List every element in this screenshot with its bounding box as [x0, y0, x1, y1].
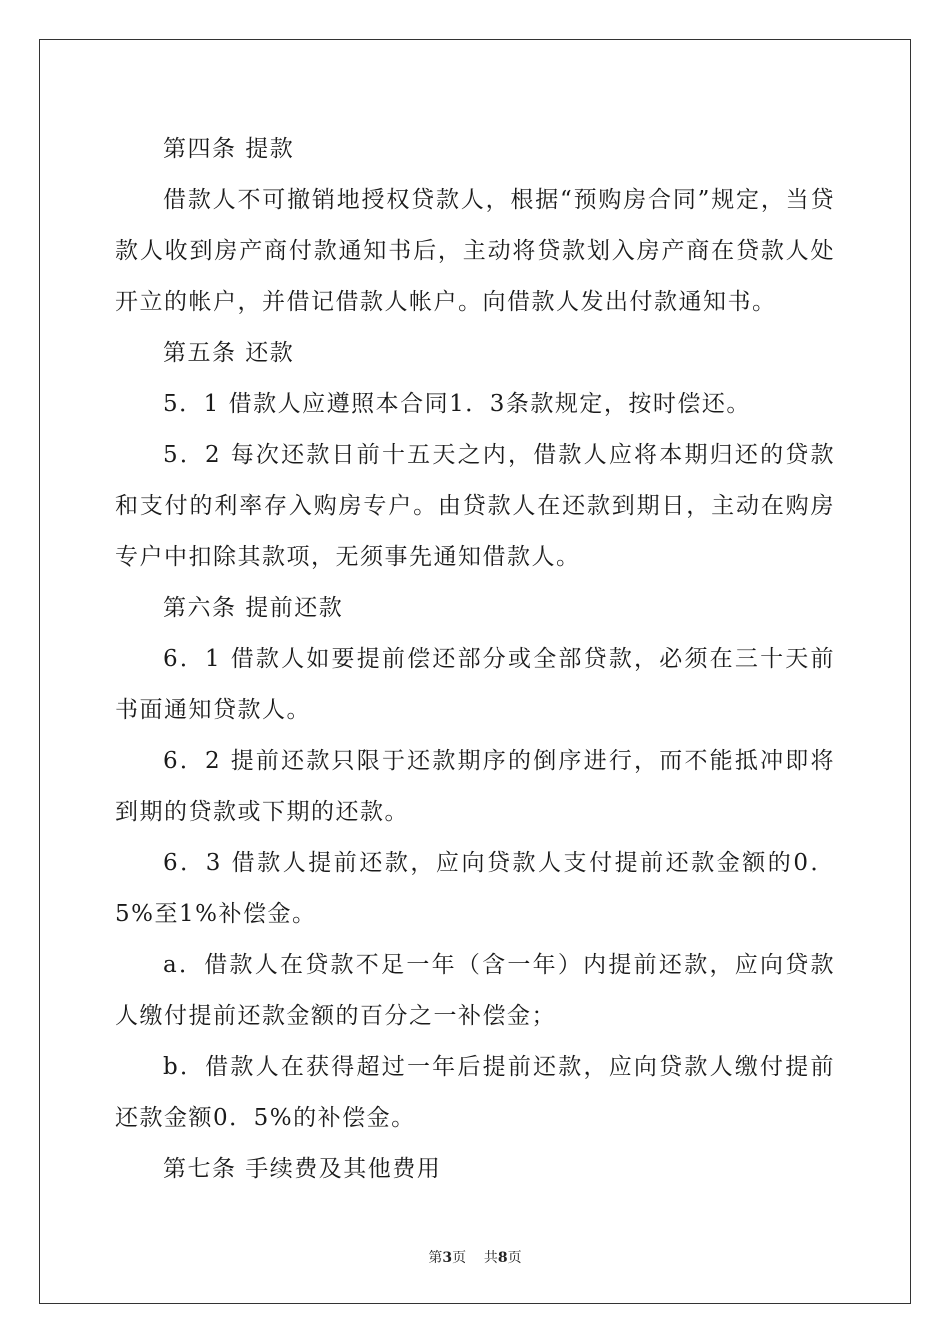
page-footer — [0, 1247, 950, 1267]
footer-total-prefix: 共 — [483, 1250, 498, 1266]
footer-page-number: 3 — [442, 1250, 453, 1266]
article-6-heading: 第六条 提前还款 — [163, 595, 344, 621]
clause-6-1: 6．1 借款人如要提前偿还部分或全部贷款，必须在三十天前书面通知贷款人。 — [115, 646, 835, 723]
article-5-heading: 第五条 还款 — [163, 340, 295, 366]
footer-page-prefix: 第 — [428, 1250, 443, 1266]
article-7-heading: 第七条 手续费及其他费用 — [163, 1156, 442, 1182]
footer-total-suffix: 页 — [507, 1250, 522, 1266]
article-4-heading: 第四条 提款 — [163, 136, 295, 162]
clause-6-2: 6．2 提前还款只限于还款期序的倒序进行，而不能抵冲即将到期的贷款或下期的还款。 — [115, 748, 835, 825]
footer-total-number: 8 — [497, 1250, 508, 1266]
clause-6-3-b: b．借款人在获得超过一年后提前还款，应向贷款人缴付提前还款金额0．5%的补偿金。 — [115, 1054, 835, 1131]
clause-6-3-a: a．借款人在贷款不足一年（含一年）内提前还款，应向贷款人缴付提前还款金额的百分之一补偿金； — [115, 952, 835, 1029]
clause-5-1: 5．1 借款人应遵照本合同1．3条款规定，按时偿还。 — [163, 391, 751, 417]
footer-page-suffix: 页 — [452, 1250, 467, 1266]
clause-6-3: 6．3 借款人提前还款，应向贷款人支付提前还款金额的0．5%至1%补偿金。 — [115, 850, 835, 927]
document-body — [115, 124, 835, 1195]
article-4-text: 借款人不可撤销地授权贷款人，根据“预购房合同”规定，当贷款人收到房产商付款通知书后，主动将贷款划入房产商在贷款人处开立的帐户，并借记借款人帐户。向借款人发出付款通知书。 — [115, 187, 835, 315]
clause-5-2: 5．2 每次还款日前十五天之内，借款人应将本期归还的贷款和支付的利率存入购房专户。由贷款人在还款到期日，主动在购房专户中扣除其款项，无须事先通知借款人。 — [115, 442, 835, 570]
